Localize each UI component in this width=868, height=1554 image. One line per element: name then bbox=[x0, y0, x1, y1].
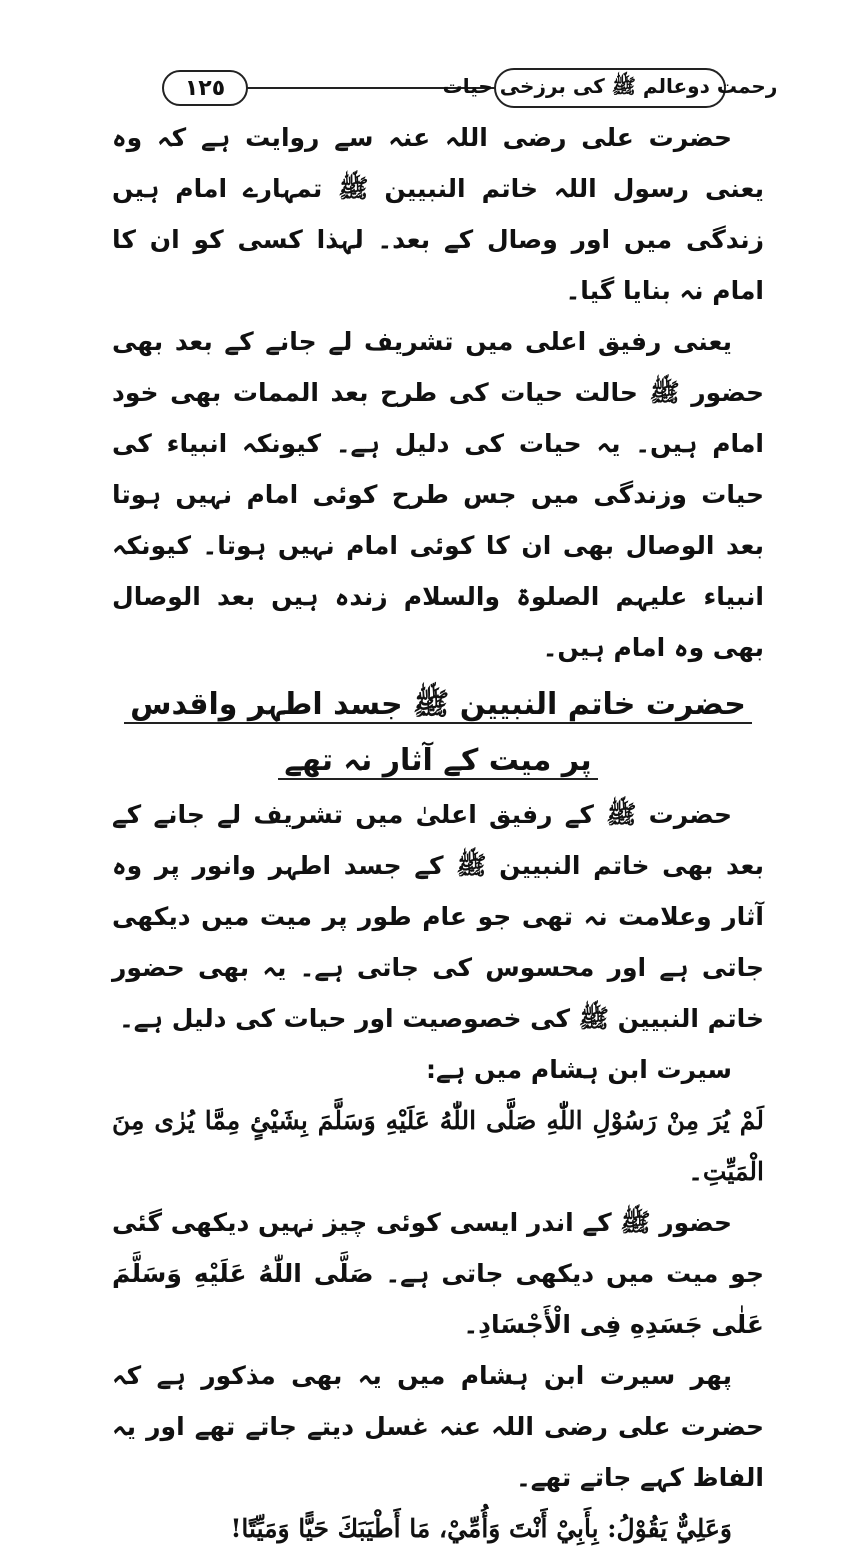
paragraph-3: حضرت ﷺ کے رفیق اعلیٰ میں تشریف لے جانے کے بعد بھی خاتم النبیین ﷺ کے جسد اطہر وانور پر وہ آثار وعلامت نہ تھی جو عام طور پر میت میں دیکھی جاتی ہے اور محسوس کی جاتی ہے۔ یہ بھی حضور خاتم النبیین ﷺ کی خصوصیت اور حیات کی دلیل ہے۔ bbox=[112, 800, 764, 1033]
arabic-quote-1: لَمْ يُرَ مِنْ رَسُوْلِ اللّٰهِ صَلَّى اللّٰهُ عَلَيْهِ وَسَلَّمَ بِشَيْئٍ مِمَّا يُرٰى مِنَ الْمَيِّتِ۔ bbox=[112, 1106, 764, 1186]
section-heading-text-2: پر میت کے آثار نہ تھے bbox=[278, 743, 597, 780]
section-heading-line-2 bbox=[112, 733, 764, 789]
running-title: رحمت دوعالم ﷺ کی برزخی حیات bbox=[494, 68, 726, 108]
section-heading-line-1 bbox=[112, 677, 764, 733]
section-heading-text-1: حضرت خاتم النبیین ﷺ جسد اطہر واقدس bbox=[124, 687, 752, 724]
paragraph-5: حضور ﷺ کے اندر ایسی کوئی چیز نہیں دیکھی گئی جو میت میں دیکھی جاتی ہے۔ صَلَّى اللّٰهُ عَلَيْهِ وَسَلَّمَ عَلٰى جَسَدِهِ فِى الْأَجْسَادِ۔ bbox=[112, 1208, 764, 1339]
paragraph-2: یعنی رفیق اعلی میں تشریف لے جانے کے بعد بھی حضور ﷺ حالت حیات کی طرح بعد الممات بھی خود امام ہیں۔ یہ حیات کی دلیل ہے۔ کیونکہ انبیاء کی حیات وزندگی میں جس طرح کوئی امام نہیں ہوتا بعد الوصال بھی ان کا کوئی امام نہیں ہوتا۔ کیونکہ انبیاء علیہم الصلوۃ والسلام زندہ ہیں بعد الوصال بھی وہ امام ہیں۔ bbox=[112, 327, 764, 662]
paragraph-6: پھر سیرت ابن ہشام میں یہ بھی مذکور ہے کہ حضرت علی رضی اللہ عنہ غسل دیتے جاتے تھے اور یہ الفاظ کہے جاتے تھے۔ bbox=[112, 1361, 764, 1492]
arabic-quote-2: وَعَلِيٌّ يَقُوْلُ: بِأَبِيْ أَنْتَ وَأُمِّيْ، مَا أَطْيَبَكَ حَيًّا وَمَيِّتًا! bbox=[230, 1514, 732, 1543]
paragraph-4: سیرت ابن ہشام میں ہے: bbox=[425, 1055, 732, 1084]
page-number: ١٢٥ bbox=[162, 70, 248, 106]
page-body bbox=[112, 112, 764, 1554]
page-header bbox=[150, 68, 778, 108]
paragraph-1: حضرت علی رضی اللہ عنہ سے روایت ہے کہ وہ یعنی رسول اللہ خاتم النبیین ﷺ تمہارے امام ہیں زندگی میں اور وصال کے بعد۔ لہذا کسی کو ان کا امام نہ بنایا گیا۔ bbox=[112, 123, 764, 305]
